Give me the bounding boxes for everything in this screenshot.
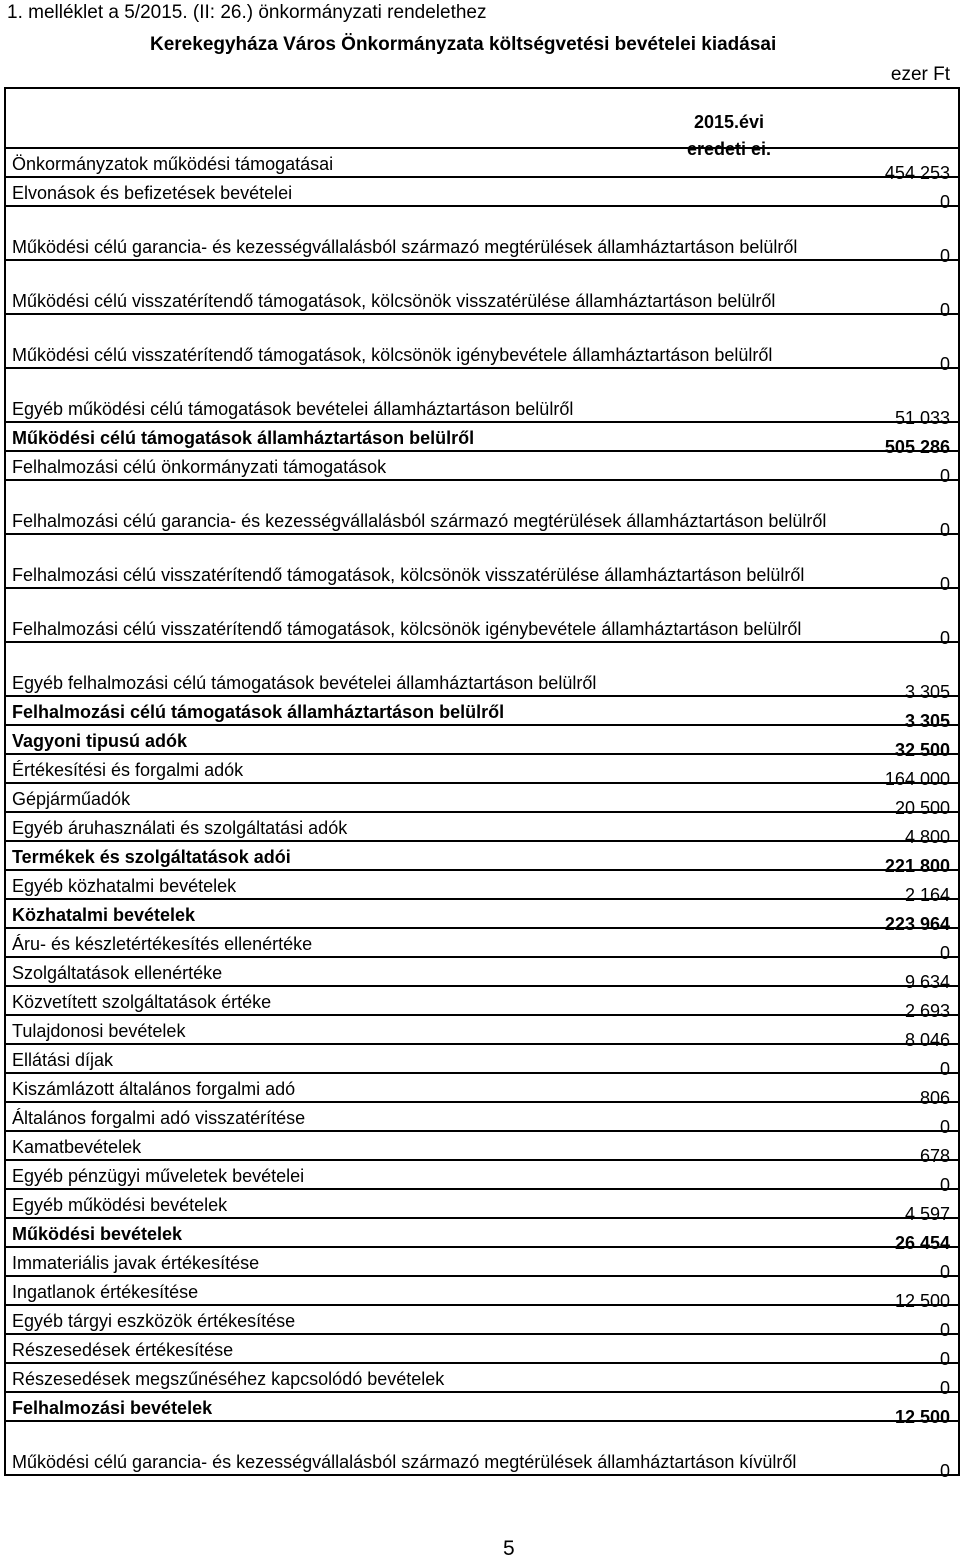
row-value-cell <box>871 314 959 374</box>
row-value: 0 <box>939 354 950 374</box>
table-row <box>5 1102 959 1131</box>
row-value: 3 305 <box>904 711 950 731</box>
row-value: 0 <box>939 1461 950 1481</box>
row-label: Felhalmozási célú visszatérítendő támogatások, kölcsönök igénybevétele államháztartáson belülről <box>5 588 871 642</box>
row-label: Egyéb áruhasználati és szolgáltatási adók <box>5 812 871 841</box>
row-label: Felhalmozási célú garancia- és kezességvállalásból származó megtérülések államháztartáson belülről <box>5 480 871 534</box>
table-row <box>5 783 959 812</box>
header-blank-cell <box>5 88 587 148</box>
row-label: Egyéb pénzügyi műveletek bevételei <box>5 1160 871 1189</box>
table-row <box>5 1189 959 1218</box>
row-value: 0 <box>939 520 950 540</box>
table-row <box>5 1247 959 1276</box>
page-number: 5 <box>503 1537 515 1560</box>
row-label: Szolgáltatások ellenértéke <box>5 957 871 986</box>
table-row <box>5 451 959 480</box>
currency-unit: ezer Ft <box>890 64 950 85</box>
row-value: 0 <box>939 1117 950 1137</box>
row-label: Gépjárműadók <box>5 783 871 812</box>
row-label: Termékek és szolgáltatások adói <box>5 841 871 870</box>
row-value: 454 253 <box>884 163 950 183</box>
row-label: Tulajdonosi bevételek <box>5 1015 871 1044</box>
row-label: Működési bevételek <box>5 1218 871 1247</box>
row-label: Kamatbevételek <box>5 1131 871 1160</box>
row-value-cell <box>871 480 959 540</box>
row-value-cell <box>871 260 959 320</box>
annex-reference: 1. melléklet a 5/2015. (II: 26.) önkormányzati rendelethez <box>7 2 487 23</box>
row-label: Áru- és készletértékesítés ellenértéke <box>5 928 871 957</box>
row-value-cell <box>871 534 959 594</box>
row-value: 26 454 <box>894 1233 950 1253</box>
row-label: Közhatalmi bevételek <box>5 899 871 928</box>
document-title: Kerekegyháza Város Önkormányzata költségvetési bevételei kiadásai <box>150 34 777 55</box>
row-value-cell <box>871 642 959 702</box>
row-value: 51 033 <box>894 408 950 428</box>
row-label: Működési célú garancia- és kezességvállalásból származó megtérülések államháztartáson kívülről <box>5 1421 871 1475</box>
row-value: 2 164 <box>904 885 950 905</box>
row-value: 0 <box>939 1378 950 1398</box>
row-value: 0 <box>939 1349 950 1369</box>
row-label: Egyéb felhalmozási célú támogatások bevételei államháztartáson belülről <box>5 642 871 696</box>
row-label: Működési célú visszatérítendő támogatások, kölcsönök visszatérülése államháztartáson belülről <box>5 260 871 314</box>
row-label: Felhalmozási célú visszatérítendő támogatások, kölcsönök visszatérülése államháztartáson belülről <box>5 534 871 588</box>
row-value: 223 964 <box>884 914 950 934</box>
row-value: 0 <box>939 1320 950 1340</box>
row-label: Működési célú támogatások államháztartáson belülről <box>5 422 871 451</box>
row-label: Felhalmozási célú támogatások államháztartáson belülről <box>5 696 871 725</box>
table-row <box>5 1421 959 1475</box>
row-value: 3 305 <box>904 682 950 702</box>
table-row <box>5 314 959 368</box>
row-label: Felhalmozási célú önkormányzati támogatások <box>5 451 871 480</box>
row-value-cell <box>871 368 959 428</box>
row-value-cell <box>871 206 959 266</box>
row-value: 678 <box>919 1146 950 1166</box>
column-header <box>587 88 871 159</box>
row-value: 4 597 <box>904 1204 950 1224</box>
row-label: Elvonások és befizetések bevételei <box>5 177 871 206</box>
table-row <box>5 480 959 534</box>
table-row <box>5 422 959 451</box>
table-row <box>5 368 959 422</box>
table-row <box>5 534 959 588</box>
table-row <box>5 841 959 870</box>
table-row <box>5 642 959 696</box>
row-value: 0 <box>939 574 950 594</box>
row-label: Ingatlanok értékesítése <box>5 1276 871 1305</box>
row-value: 0 <box>939 943 950 963</box>
row-value: 32 500 <box>894 740 950 760</box>
row-label: Egyéb működési bevételek <box>5 1189 871 1218</box>
row-value-cell <box>871 1421 959 1481</box>
row-value: 0 <box>939 1175 950 1195</box>
table-row <box>5 899 959 928</box>
table-row <box>5 206 959 260</box>
row-label: Egyéb tárgyi eszközök értékesítése <box>5 1305 871 1334</box>
row-value: 12 500 <box>894 1291 950 1311</box>
table-row <box>5 1131 959 1160</box>
row-label: Részesedések értékesítése <box>5 1334 871 1363</box>
row-label: Immateriális javak értékesítése <box>5 1247 871 1276</box>
row-label: Egyéb működési célú támogatások bevételei államháztartáson belülről <box>5 368 871 422</box>
row-value: 0 <box>939 246 950 266</box>
row-value: 20 500 <box>894 798 950 818</box>
row-value: 806 <box>919 1088 950 1108</box>
row-value: 8 046 <box>904 1030 950 1050</box>
row-label: Közvetített szolgáltatások értéke <box>5 986 871 1015</box>
table-row <box>5 870 959 899</box>
row-value: 0 <box>939 192 950 212</box>
row-value-cell <box>871 588 959 648</box>
table-row <box>5 1218 959 1247</box>
table-row <box>5 1073 959 1102</box>
table-row <box>5 1392 959 1421</box>
row-value: 2 693 <box>904 1001 950 1021</box>
row-value: 0 <box>939 300 950 320</box>
row-label: Egyéb közhatalmi bevételek <box>5 870 871 899</box>
table-row <box>5 1334 959 1363</box>
row-label: Értékesítési és forgalmi adók <box>5 754 871 783</box>
column-header-label: eredeti ei. <box>686 139 772 159</box>
table-row <box>5 177 959 206</box>
table-row <box>5 1044 959 1073</box>
row-label: Felhalmozási bevételek <box>5 1392 871 1421</box>
row-value-cell <box>871 148 959 183</box>
table-row <box>5 812 959 841</box>
row-value: 0 <box>939 1262 950 1282</box>
column-header-row <box>5 88 959 148</box>
table-row <box>5 1160 959 1189</box>
row-value: 4 800 <box>904 827 950 847</box>
row-label: Általános forgalmi adó visszatérítése <box>5 1102 871 1131</box>
row-value: 164 000 <box>884 769 950 789</box>
row-value: 12 500 <box>894 1407 950 1427</box>
table-row <box>5 754 959 783</box>
row-label: Önkormányzatok működési támogatásai <box>5 148 871 177</box>
row-label: Ellátási díjak <box>5 1044 871 1073</box>
table-row <box>5 725 959 754</box>
table-row <box>5 1305 959 1334</box>
row-label: Kiszámlázott általános forgalmi adó <box>5 1073 871 1102</box>
table-row <box>5 588 959 642</box>
row-value: 505 286 <box>884 437 950 457</box>
row-value: 0 <box>939 466 950 486</box>
row-label: Működési célú visszatérítendő támogatások, kölcsönök igénybevétele államháztartáson belülről <box>5 314 871 368</box>
row-value: 221 800 <box>884 856 950 876</box>
table-row <box>5 1276 959 1305</box>
table-row <box>5 957 959 986</box>
row-label: Vagyoni tipusú adók <box>5 725 871 754</box>
table-row <box>5 1015 959 1044</box>
row-value: 0 <box>939 628 950 648</box>
row-label: Működési célú garancia- és kezességvállalásból származó megtérülések államháztartáson belülről <box>5 206 871 260</box>
column-header-year: 2015.évi <box>693 112 765 132</box>
row-value: 0 <box>939 1059 950 1079</box>
table-row <box>5 1363 959 1392</box>
budget-table <box>4 87 960 1481</box>
table-row <box>5 928 959 957</box>
table-row <box>5 696 959 725</box>
row-label: Részesedések megszűnéséhez kapcsolódó bevételek <box>5 1363 871 1392</box>
table-row <box>5 260 959 314</box>
row-value: 9 634 <box>904 972 950 992</box>
header-value-cell <box>871 88 959 148</box>
table-row <box>5 986 959 1015</box>
